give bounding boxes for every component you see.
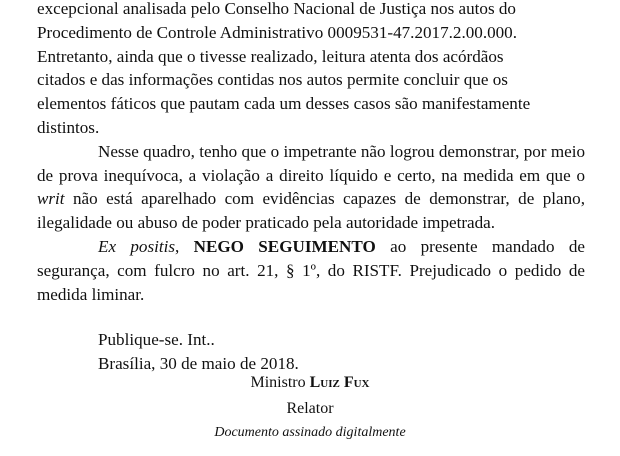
digital-signature-note: Documento assinado digitalmente <box>214 425 406 440</box>
reasoning-text-end: não está aparelhado com evidências capazes de demonstrar, de plano, ilegalidade ou abuso de poder praticado pela autoridade impetrada. <box>37 189 585 233</box>
reasoning-text-start: Nesse quadro, tenho que o impetrante não logrou demonstrar, por meio de prova inequívoca, a violação a direito líquido e certo, na medida em que o <box>37 141 585 185</box>
signature-role: Relator <box>286 400 334 417</box>
ex-positis-term: Ex positis <box>98 236 176 256</box>
signature-surname: Luiz Fux <box>309 374 370 391</box>
text-line: distintos. <box>37 117 100 137</box>
text-line: citados e das informações contidas nos autos permite concluir que os <box>37 70 508 90</box>
publish-line: Publique-se. Int.. <box>98 330 215 349</box>
signature-name <box>0 374 620 392</box>
writ-term: writ <box>37 189 65 209</box>
comma: , <box>175 236 194 256</box>
paragraph-continuation <box>37 0 585 140</box>
paragraph-reasoning <box>37 140 585 235</box>
paragraph-decision <box>37 235 585 306</box>
decision-term: NEGO SEGUIMENTO <box>193 236 376 256</box>
place-date-line: Brasília, 30 de maio de 2018. <box>98 354 299 373</box>
text-line: elementos fáticos que pautam cada um desses casos são manifestamente <box>37 94 531 114</box>
text-line: excepcional analisada pelo Conselho Nacional de Justiça nos autos do <box>37 0 516 18</box>
decision-body <box>37 0 585 306</box>
decision-text: ao presente mandado de segurança, com fulcro no art. 21, § 1º, do RISTF. Prejudicado o pedido de medida liminar. <box>37 236 585 304</box>
text-line: Entretanto, ainda que o tivesse realizado, leitura atenta dos acórdãos <box>37 46 504 66</box>
signature-title: Ministro <box>250 374 310 391</box>
text-line: Procedimento de Controle Administrativo 0009531-47.2017.2.00.000. <box>37 22 518 42</box>
